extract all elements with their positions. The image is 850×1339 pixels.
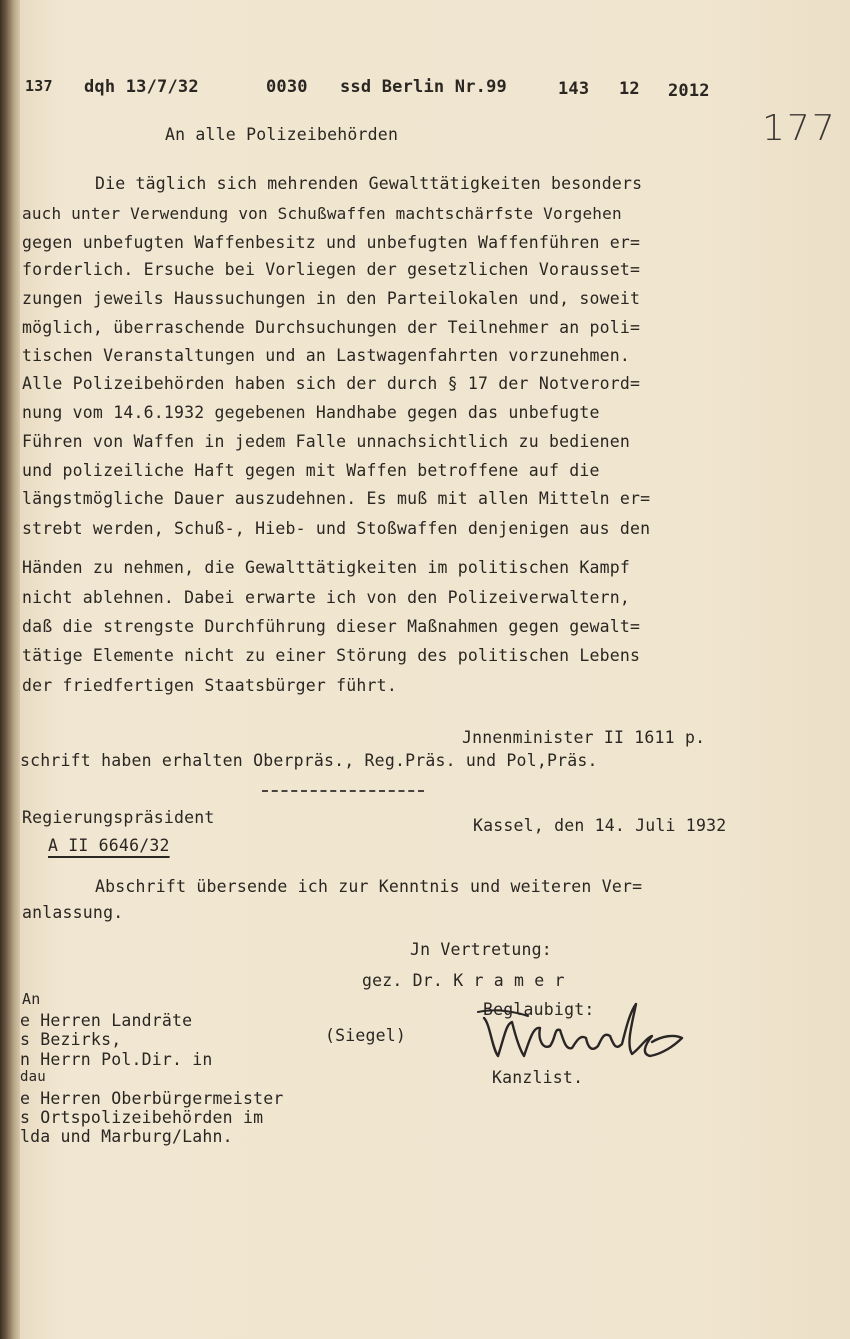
page-number: 177 (762, 108, 837, 149)
place-date: Kassel, den 14. Juli 1932 (473, 816, 727, 835)
body-line: längstmögliche Dauer auszudehnen. Es muß mit allen Mitteln er= (22, 489, 651, 508)
seal-note: (Siegel) (325, 1026, 407, 1045)
body-line: der friedfertigen Staatsbürger führt. (22, 676, 397, 695)
recipient-line: An (22, 990, 41, 1008)
issuer: Regierungspräsident (22, 808, 215, 827)
body-line: zungen jeweils Haussuchungen in den Parteilokalen und, soweit (22, 289, 641, 308)
header-code: dqh 13/7/32 (84, 77, 199, 97)
handwritten-signature (476, 998, 691, 1070)
body-line: Händen zu nehmen, die Gewalttätigkeiten im politischen Kampf (22, 558, 631, 577)
recipient-line: s Bezirks, (20, 1030, 122, 1049)
header-ref: 137 (25, 77, 53, 95)
body-line: nicht ablehnen. Dabei erwarte ich von den Polizeiverwaltern, (22, 588, 631, 607)
signed-by: gez. Dr. K r a m e r (362, 971, 565, 990)
recipient-line: dau (20, 1069, 46, 1085)
vertretung: Jn Vertretung: (410, 940, 552, 959)
header-b: 12 (619, 79, 640, 99)
file-ref: A II 6646/32 (48, 836, 170, 855)
forward-line: Abschrift übersende ich zur Kenntnis und weiteren Ver= (95, 877, 643, 896)
binding-edge (0, 0, 20, 1339)
header-a: 143 (558, 79, 590, 99)
minister-ref: Jnnenminister II 1611 p. (462, 728, 706, 747)
body-line: daß die strengste Durchführung dieser Maßnahmen gegen gewalt= (22, 617, 641, 636)
recipient-line: lda und Marburg/Lahn. (20, 1127, 233, 1146)
forward-line: anlassung. (22, 903, 124, 922)
body-line: Alle Polizeibehörden haben sich der durch § 17 der Notverord= (22, 374, 641, 393)
recipient-line: e Herren Oberbürgermeister (20, 1089, 284, 1108)
header-origin: ssd Berlin Nr.99 (340, 77, 507, 97)
copy-note: schrift haben erhalten Oberpräs., Reg.Präs. und Pol,Präs. (20, 751, 598, 770)
body-line: nung vom 14.6.1932 gegebenen Handhabe gegen das unbefugte (22, 403, 600, 422)
body-line: forderlich. Ersuche bei Vorliegen der gesetzlichen Vorausset= (22, 260, 641, 279)
body-line: möglich, überraschende Durchsuchungen der Teilnehmer an poli= (22, 318, 641, 337)
certified-label: Beglaubigt: (483, 1000, 595, 1019)
body-line: auch unter Verwendung von Schußwaffen machtschärfste Vorgehen (22, 204, 622, 223)
separator-rule (262, 790, 424, 792)
recipient-line: e Herren Landräte (20, 1011, 193, 1030)
recipient-line: n Herrn Pol.Dir. in (20, 1050, 213, 1069)
body-line: tischen Veranstaltungen und an Lastwagenfahrten vorzunehmen. (22, 346, 631, 365)
body-line: gegen unbefugten Waffenbesitz und unbefugten Waffenführen er= (22, 233, 641, 252)
header-num: 0030 (266, 77, 308, 97)
clerk-title: Kanzlist. (492, 1068, 584, 1087)
header-c: 2012 (668, 81, 710, 101)
body-line: Führen von Waffen in jedem Falle unnachsichtlich zu bedienen (22, 432, 631, 451)
body-line: strebt werden, Schuß-, Hieb- und Stoßwaffen denjenigen aus den (22, 519, 651, 538)
body-line: tätige Elemente nicht zu einer Störung des politischen Lebens (22, 646, 641, 665)
salutation: An alle Polizeibehörden (165, 125, 399, 144)
body-line: und polizeiliche Haft gegen mit Waffen betroffene auf die (22, 461, 600, 480)
recipient-line: s Ortspolizeibehörden im (20, 1108, 264, 1127)
body-line: Die täglich sich mehrenden Gewalttätigkeiten besonders (95, 174, 643, 193)
